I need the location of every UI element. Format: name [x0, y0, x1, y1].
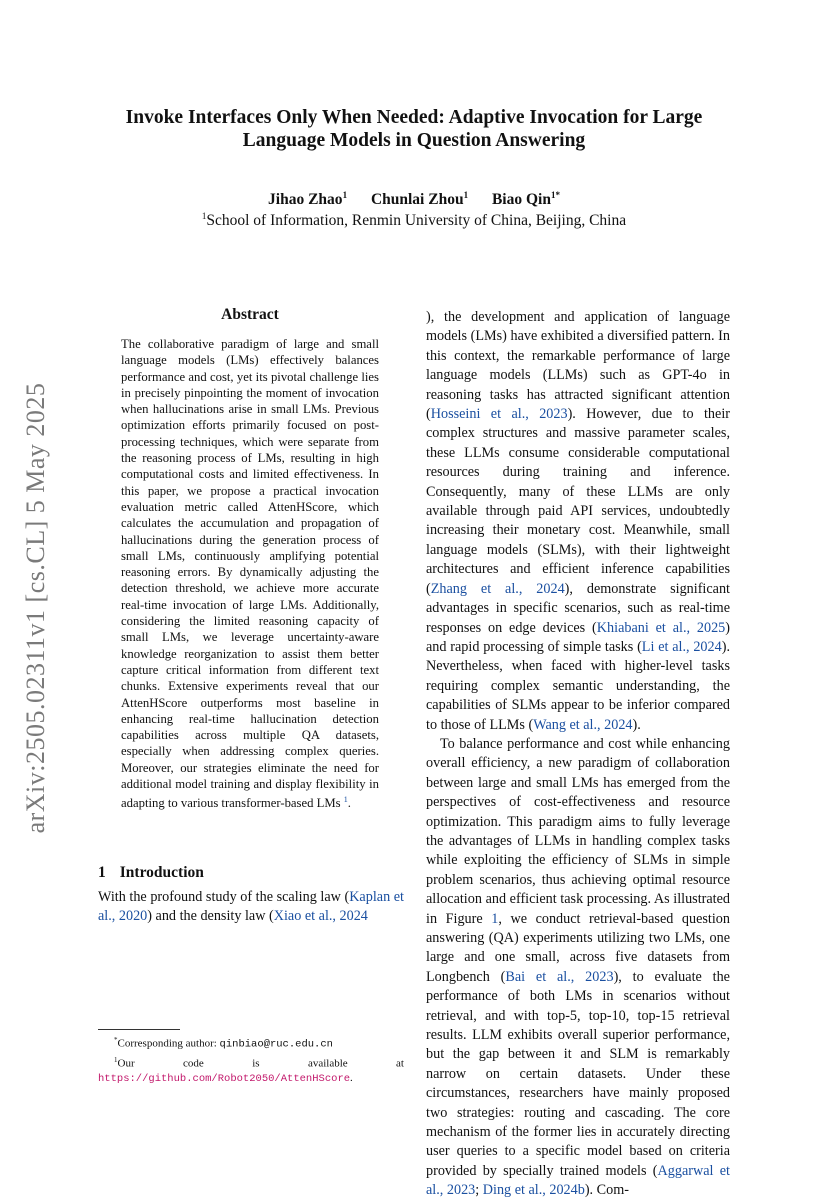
citation-link[interactable]: Ding et al., 2024b — [482, 1182, 585, 1199]
paragraph-text: ). Com- — [584, 1182, 629, 1199]
footnote-corresponding: *Corresponding author: qinbiao@ruc.edu.cn — [114, 1036, 333, 1051]
paragraph-text: With the profound study of the scaling law ( — [98, 889, 350, 905]
paper-title: Invoke Interfaces Only When Needed: Adaptive Invocation for Large Language Models in Question Answering — [125, 107, 703, 151]
paragraph-text: ) and rapid processing of simple tasks ( — [426, 619, 730, 655]
paragraph-text: ), demonstrate significant advantages in specific scenarios, such as real-time responses on edge devices ( — [426, 580, 730, 636]
author: Chunlai Zhou$^1$ — [370, 190, 469, 209]
citation-link[interactable]: 1 — [491, 910, 499, 927]
intro-paragraph-1-right — [426, 308, 730, 735]
right-column — [426, 308, 730, 1201]
code-link[interactable]: https://github.com/Robot2050/AttenHScore — [98, 1073, 351, 1086]
paragraph-text: To balance performance and cost while enhancing overall efficiency, a new paradigm of collaboration between large and small LMs has emerged from the perspectives of cost-effectiveness and resource optimization. This paradigm aims to fully leverage the advantages of LLMs in handling complex tasks while exploiting the efficiency of SLMs in simple problem scenarios, thus achieving optimal resource allocation and efficient task processing. As illustrated in Figure — [426, 735, 730, 927]
citation-link[interactable]: Zhang et al., 2024 — [430, 580, 565, 597]
paragraph-text: ). However, due to their complex structures and massive parameter scales, these LLMs consume considerable computational resources during training and inference. Consequently, many of these LLMs are only available through paid API services, undoubtedly increasing their monetary cost. Meanwhile, small language models (SLMs), with their lightweight architectures and efficient inference capabilities ( — [426, 406, 730, 597]
citation-link[interactable]: Bai et al., 2023 — [505, 968, 614, 985]
author: Biao Qin$^{1*}$ — [491, 190, 560, 209]
section-heading-introduction: 1 Introduction — [98, 864, 204, 881]
arxiv-identifier-sidebar — [12, 365, 60, 850]
footnote-ref[interactable]: 1 — [343, 795, 348, 805]
intro-paragraph-2 — [426, 735, 730, 1201]
abstract-text: The collaborative paradigm of large and small language models (LMs) effectively balances performance and cost, yet its pivotal challenge lies in precisely pinpointing the moment of invocation when hallucinations arise in small LMs. Previous optimization efforts primarily focused on post-processing techniques, which were separate from the reasoning process of LMs, resulting in high computational costs and limited effectiveness. In this paper, we propose a practical invocation evaluation metric called AttenHScore, which calculates the accumulation and propagation of hallucinations during the generation process of small LMs, continuously amplifying potential reasoning errors. By dynamically adjusting the detection threshold, we achieve more accurate real-time invocation of large LMs. Additionally, considering the limited reasoning capacity of small LMs, we leverage uncertainty-aware knowledge reorganization to assist them better capture critical information from different text chunks. Extensive experiments reveal that our AttenHScore outperforms most baseline in enhancing real-time hallucination detection capabilities across multiple QA datasets, especially when addressing complex queries. Moreover, our strategies eliminate the need for additional model training and display flexibility in adapting to various transformer-based LMs $^1$. — [121, 337, 379, 811]
abstract-heading: Abstract — [221, 306, 279, 323]
author-list — [100, 190, 728, 209]
footnote-code: $^1$Our code is available at https://github.com/Robot2050/AttenHScore. — [98, 1055, 404, 1086]
paragraph-text: ). Nevertheless, when faced with higher-level tasks requiring complex semantic understanding, the capabilities of SLMs appear to be inferior compared to those of LLMs ( — [426, 638, 730, 733]
footnote-rule — [98, 1029, 180, 1030]
paragraph-text: ) and the density law ( — [147, 908, 274, 925]
paragraph-text: , we conduct retrieval-based question answering (QA) experiments utilizing two LMs, one large and one small, across five datasets from Longbench ( — [426, 910, 730, 985]
author: Jihao Zhao$^1$ — [268, 190, 348, 209]
citation-link[interactable]: Khiabani et al., 2025 — [596, 619, 726, 636]
footnotes — [98, 1033, 404, 1087]
intro-paragraph-1-left — [98, 888, 404, 927]
citation-link[interactable]: Kaplan et al., 2020 — [98, 889, 404, 925]
affiliation: $^1$School of Information, Renmin University of China, Beijing, China — [201, 211, 627, 230]
citation-link[interactable]: Hosseini et al., 2023 — [430, 406, 568, 423]
citation-link[interactable]: Aggarwal et al., 2023 — [426, 1162, 730, 1199]
paragraph-text: ), to evaluate the performance of both LMs in scenarios without retrieval, and with top-5, top-10, top-15 retrieval results. LLM exhibits overall superior performance, but the gap between it and SLM is remarkably narrow on certain datasets. Under these circumstances, researchers have mainly proposed two strategies: routing and cascading. The core mechanism of the former lies in accurately directing user queries to a specific model based on criteria provided by specially trained models ( — [426, 968, 730, 1179]
arxiv-identifier: arXiv:2505.02311v1 [cs.CL] 5 May 2025 — [21, 382, 50, 833]
paragraph-text: ; — [475, 1182, 483, 1199]
paragraph-text: ). — [632, 716, 641, 733]
citation-link[interactable]: Xiao et al., 2024 — [273, 908, 368, 925]
paragraph-text: ), the development and application of language models (LMs) have exhibited a diversified pattern. In this context, the remarkable performance of large language models (LLMs) such as GPT-4o in reasoning tasks has attracted significant attention ( — [426, 309, 730, 423]
citation-link[interactable]: Li et al., 2024 — [641, 638, 722, 655]
citation-link[interactable]: Wang et al., 2024 — [533, 716, 633, 733]
